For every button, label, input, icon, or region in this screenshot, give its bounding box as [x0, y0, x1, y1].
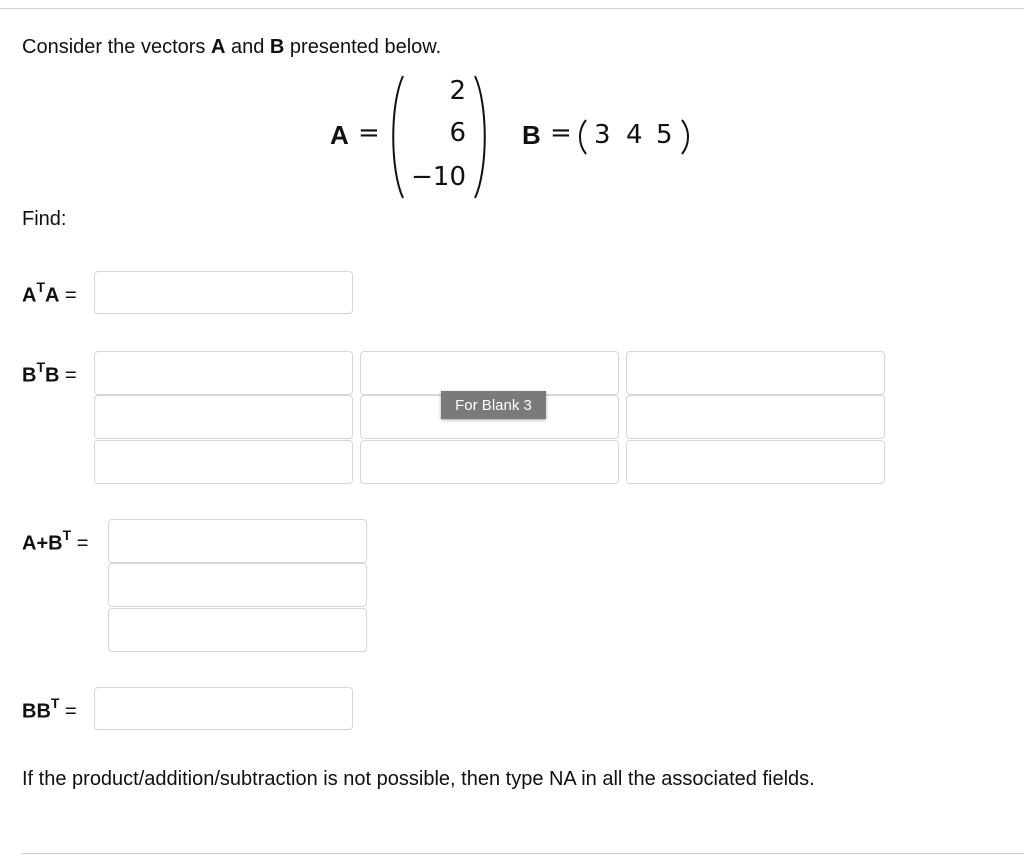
- btb-label: $B^TB$ =: [22, 359, 77, 387]
- matrix-a-entry: 2: [449, 76, 466, 106]
- matrix-b-entry: 4: [626, 120, 643, 150]
- apbt-label: $A+B^T$ =: [22, 527, 89, 555]
- btb-field-r1c2[interactable]: [360, 351, 619, 395]
- apbt-field-r3[interactable]: [108, 608, 367, 652]
- find-label: Find:: [22, 208, 67, 230]
- btb-field-r3c2[interactable]: [360, 440, 619, 484]
- bottom-divider: [22, 853, 1024, 854]
- btb-field-r2c3[interactable]: [626, 395, 885, 439]
- apbt-field-r2[interactable]: [108, 563, 367, 607]
- problem-statement: Consider the vectors A and B presented below.: [22, 36, 442, 58]
- instruction-note: If the product/addition/subtraction is not possible, then type NA in all the associated fields.: [22, 768, 815, 790]
- btb-field-r1c1[interactable]: [94, 351, 353, 395]
- matrix-a-entry: 6: [449, 118, 466, 148]
- btb-field-r2c1[interactable]: [94, 395, 353, 439]
- ata-label: $A^TA$ =: [22, 279, 77, 307]
- top-divider: [0, 8, 1024, 9]
- btb-field-r1c3[interactable]: [626, 351, 885, 395]
- matrix-b-left-paren: [574, 118, 588, 156]
- bbt-answer-field[interactable]: [94, 687, 353, 730]
- ata-answer-field[interactable]: [94, 271, 353, 314]
- matrix-b-equals: =: [550, 118, 572, 148]
- blank-tooltip: For Blank 3: [441, 391, 546, 419]
- apbt-field-r1[interactable]: [108, 519, 367, 563]
- bbt-label: $BB^T$ =: [22, 695, 77, 723]
- matrix-b-label: B: [522, 120, 541, 150]
- btb-field-r3c1[interactable]: [94, 440, 353, 484]
- matrix-a-label: A: [330, 120, 349, 150]
- matrix-b-entry: 5: [656, 120, 673, 150]
- matrix-b-right-paren: [680, 118, 694, 156]
- btb-field-r3c3[interactable]: [626, 440, 885, 484]
- matrix-a-entry: −10: [411, 162, 466, 192]
- matrix-b-entry: 3: [594, 120, 611, 150]
- matrix-a-right-paren: [472, 74, 494, 200]
- matrix-a-equals: =: [358, 118, 380, 148]
